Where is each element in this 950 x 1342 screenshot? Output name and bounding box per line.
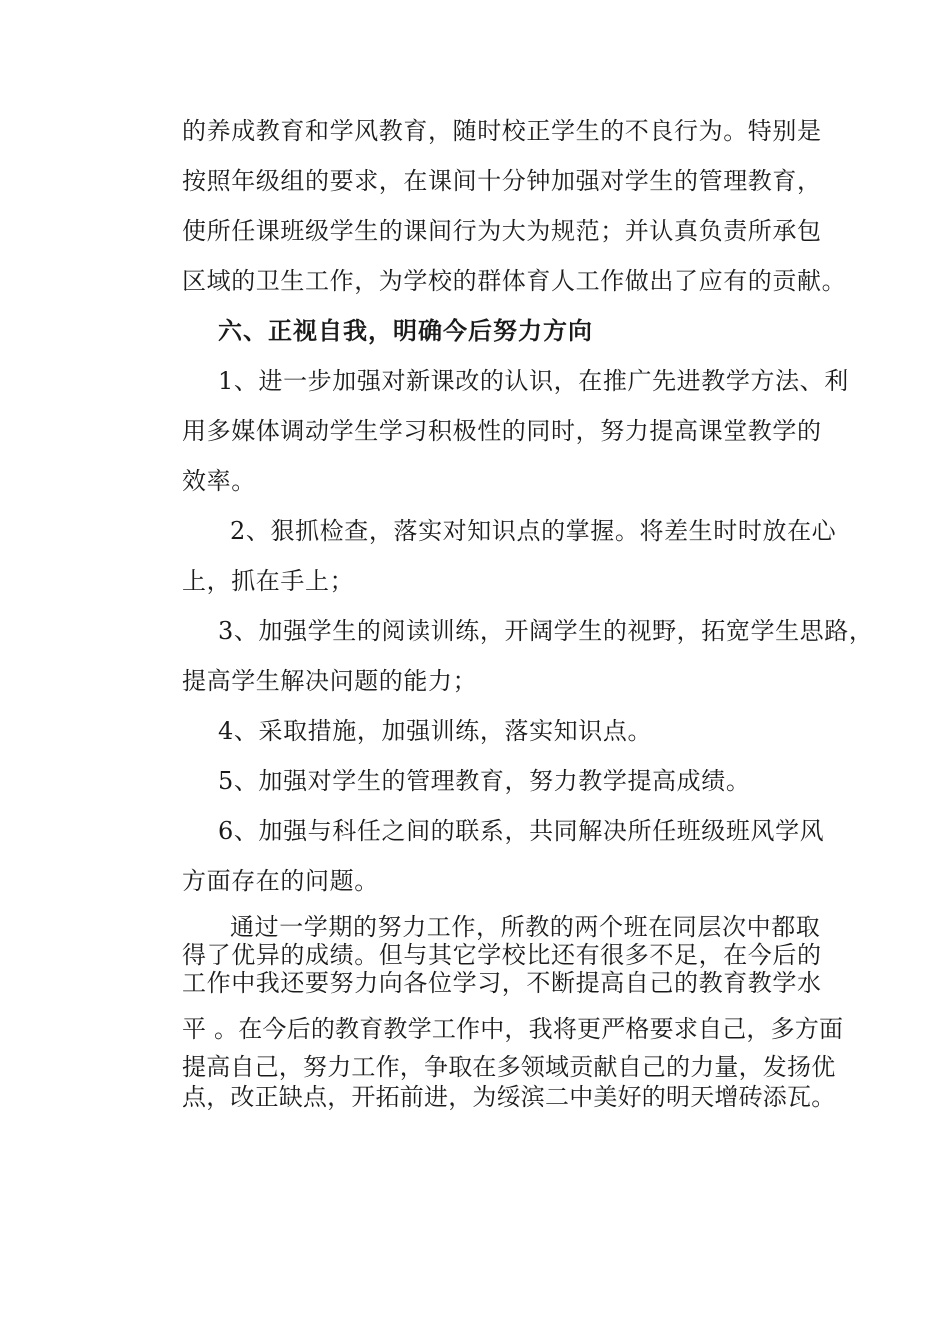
paragraph-line: 用多媒体调动学生学习积极性的同时，努力提高课堂教学的 xyxy=(182,417,822,445)
list-item-5: 5、加强对学生的管理教育，努力教学提高成绩。 xyxy=(218,767,751,795)
paragraph-line: 使所任课班级学生的课间行为大为规范；并认真负责所承包 xyxy=(182,217,822,245)
list-item-1: 1、进一步加强对新课改的认识，在推广先进教学方法、利 xyxy=(218,367,849,395)
paragraph-line: 按照年级组的要求，在课间十分钟加强对学生的管理教育， xyxy=(182,167,822,195)
conclusion-line: 工作中我还要努力向各位学习，不断提高自己的教育教学水 xyxy=(182,969,822,997)
list-item-6: 6、加强与科任之间的联系，共同解决所任班级班风学风 xyxy=(218,817,825,845)
conclusion-line: 点，改正缺点，开拓前进，为绥滨二中美好的明天增砖添瓦。 xyxy=(182,1083,836,1111)
list-item-3: 3、加强学生的阅读训练，开阔学生的视野，拓宽学生思路， xyxy=(218,617,874,645)
conclusion-line: 提高自己，努力工作，争取在多领域贡献自己的力量，发扬优 xyxy=(182,1053,836,1081)
paragraph-line: 上，抓在手上； xyxy=(182,567,355,595)
conclusion-line: 得了优异的成绩。但与其它学校比还有很多不足，在今后的 xyxy=(182,941,822,969)
paragraph-line: 的养成教育和学风教育，随时校正学生的不良行为。特别是 xyxy=(182,117,822,145)
conclusion-line: 平 。在今后的教育教学工作中，我将更严格要求自己，多方面 xyxy=(182,1015,844,1043)
paragraph-line: 区域的卫生工作，为学校的群体育人工作做出了应有的贡献。 xyxy=(182,267,847,295)
section-heading: 六、正视自我，明确今后努力方向 xyxy=(218,316,593,345)
paragraph-line: 方面存在的问题。 xyxy=(182,867,379,895)
paragraph-line: 效率。 xyxy=(182,467,256,495)
list-item-4: 4、采取措施，加强训练，落实知识点。 xyxy=(218,717,653,745)
paragraph-line: 提高学生解决问题的能力； xyxy=(182,667,478,695)
conclusion-line: 通过一学期的努力工作，所教的两个班在同层次中都取 xyxy=(230,913,821,941)
list-item-2: 2、狠抓检查，落实对知识点的掌握。将差生时时放在心 xyxy=(230,517,837,545)
